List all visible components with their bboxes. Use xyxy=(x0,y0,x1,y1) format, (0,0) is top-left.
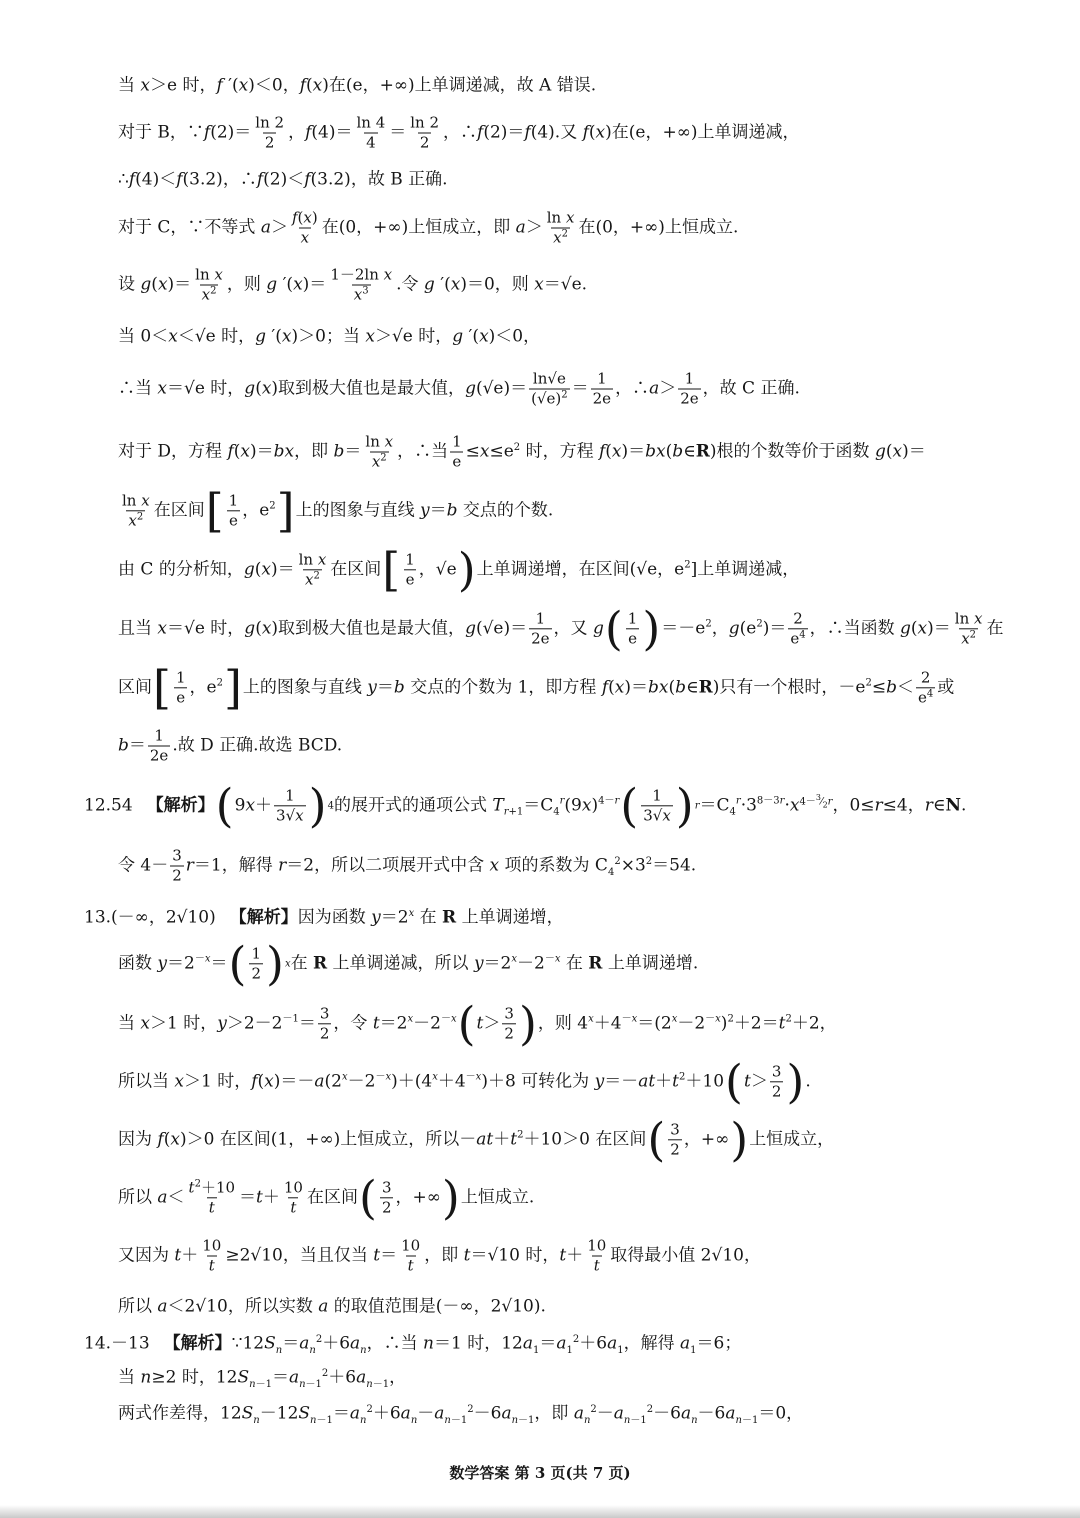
solution-line: 两式作差得，$12S_n-12S_{n-1}=a_n^2+6a_n-a_{n-1}^2-6a_{n-1}$，即 $a_n^2-a_{n-1}^2-6a_n-6a_{n-1}=0$， xyxy=(118,1403,804,1426)
solution-line: 对于 C，∵不等式 a＞ $\frac{f(x)}{x}$ 在(0，+∞)上恒成立，即 a＞ $\frac{\text{ln x}}{x^2}$ 在(0，+∞)上恒成立. xyxy=(118,208,739,247)
page-bottom-edge xyxy=(0,1505,1080,1518)
solution-line: 所以 a＜ $\frac{t^2+10}{t}$ ＝t＋ $\frac{10}{t}$ 在区间 ( $\frac{3}{2}$ ，+∞ ) 上恒成立. xyxy=(118,1170,535,1225)
page-footer: 数学答案 第 3 页(共 7 页) xyxy=(449,1464,631,1482)
solution-line: b＝ $\frac{1}{2e}$ .故 D 正确.故选 BCD. xyxy=(118,726,343,765)
solution-line: 函数 $y=2^{-x}=$ ( $\frac{1}{2}$ ) x 在 R 上单调递减，所以 $y=2^x-2^{-x}$ 在 R 上单调递增. xyxy=(118,936,699,991)
solution-line: 所以 a＜2√10，所以实数 a 的取值范围是(－∞，2√10). xyxy=(118,1296,546,1317)
question-12-answer: 12.54 【解析】 ( 9x＋ $\frac{1}{3√x}$ ) 4 的展开式的通项公式 $T_{r+1}=C_4^r(9x)^{4-r}$ ( $\frac{1}{3√x}$ ) r $=C_4^r\cdot 3^{8-3r}\cdot x^{4-^3⁄_2r}$，0≤r≤4，r∈N. xyxy=(84,778,967,833)
solution-line: 设 g(x)＝ $\frac{\text{ln x}}{x^2}$ ，则 g ′(x)＝ $\frac{\text{1－2ln x}}{x^3}$ .令 g ′(x)＝0，则 x＝√e. xyxy=(118,265,588,304)
solution-line: 令 4－ $\frac{3}{2}$ r＝1，解得 r＝2，所以二项展开式中含 x 项的系数为 $C_4^2\times 3^2=54$. xyxy=(118,846,697,885)
solution-line: ∴f(4)＜f(3.2)，∴f(2)＜f(3.2)，故 B 正确. xyxy=(118,169,448,190)
solution-line: 当 x＞e 时，f ′(x)＜0，f(x)在(e，+∞)上单调递减，故 A 错误. xyxy=(118,75,597,96)
solution-line: 对于 D，方程 f(x)＝bx，即 b＝ $\frac{\text{ln x}}{x^2}$ ，∴当 $\frac{1}{e}$ $\le x\le e^2$ 时，方程 f(x)＝bx(b∈R)根的个数等价于函数 g(x)＝ xyxy=(118,432,926,471)
solution-line: 当 0＜x＜√e 时，g ′(x)＞0；当 x＞√e 时，g ′(x)＜0， xyxy=(118,326,541,347)
solution-line: 对于 B，∵f(2)＝ $\frac{\ln 2}{2}$ ，f(4)＝ $\frac{\ln 4}{4}$ ＝ $\frac{\ln 2}{2}$ ，∴f(2)＝f(4).又 f(x)在(e，+∞)上单调递减， xyxy=(118,113,800,152)
solution-line: 区间 [ $\frac{1}{e}$ ，$e^2$ ] 上的图象与直线 y＝b 交点的个数为 1，即方程 f(x)＝bx(b∈R)只有一个根时，$-e^2\le b<$ $\frac{2}{e^4}$ 或 xyxy=(118,660,955,715)
solution-line: 又因为 t＋ $\frac{10}{t}$ ≥2√10，当且仅当 t＝ $\frac{10}{t}$ ，即 t＝√10 时，t＋ $\frac{10}{t}$ 取得最小值 2√10， xyxy=(118,1236,761,1275)
solution-line: 当 x＞1 时，$y>2-2^{-1}=$ $\frac{3}{2}$ ，令 $t=2^x-2^{-x}$ ( t＞ $\frac{3}{2}$ ) ，则 $4^x+4^{-x}=(2^x-2^{-x})^2+2=t^2+2$， xyxy=(118,996,837,1051)
solution-line: $\frac{\text{ln x}}{x^2}$ 在区间 [ $\frac{1}{e}$ ，$e^2$ ] 上的图象与直线 y＝b 交点的个数. xyxy=(122,483,554,538)
question-13-answer: 13.(－∞，2√10) 【解析】 因为函数 $y=2^x$ 在 R 上单调递增， xyxy=(84,907,564,928)
solution-line: 由 C 的分析知，g(x)＝ $\frac{\text{ln x}}{x^2}$ 在区间 [ $\frac{1}{e}$ ，√e ) 上单调递增，在区间(√e，$e^2$]上单调递减， xyxy=(118,542,800,597)
solution-line: 且当 x＝√e 时，g(x)取到极大值也是最大值，g(√e)＝ $\frac{1}{2e}$ ，又 g ( $\frac{1}{e}$ ) $=-e^2$，$g(e^2)=$ $\frac{2}{e^4}$ ，∴当函数 g(x)＝ $\frac{\text{ln x}}{x^2}$ 在 xyxy=(118,601,1004,656)
solution-line: 因为 f(x)＞0 在区间(1，+∞)上恒成立，所以$-at+t^2+10>0$ 在区间 ( $\frac{3}{2}$ ，+∞ ) 上恒成立， xyxy=(118,1112,835,1167)
solution-line: 所以当 x＞1 时，$f(x)=-a(2^x-2^{-x})+(4^x+4^{-x})+8$ 可转化为 $y=-at+t^2+10$ ( t＞ $\frac{3}{2}$ ) . xyxy=(118,1054,811,1109)
solution-line: 当 n≥2 时，$12S_{n-1}=a_{n-1}^2+6a_{n-1}$， xyxy=(118,1367,407,1390)
solution-line: ∴当 x＝√e 时，g(x)取到极大值也是最大值，g(√e)＝ $\frac{\ln√e}{(√e)^2}$ ＝ $\frac{1}{2e}$ ，∴a＞ $\frac{1}{2e}$ ，故 C 正确. xyxy=(118,369,800,408)
question-14-answer: 14.－13 【解析】 $\because 12S_n=a_n^2+6a_n$，∴当 n＝1 时，$12a_1=a_1^2+6a_1$，解得 $a_1=6$； xyxy=(84,1333,742,1356)
